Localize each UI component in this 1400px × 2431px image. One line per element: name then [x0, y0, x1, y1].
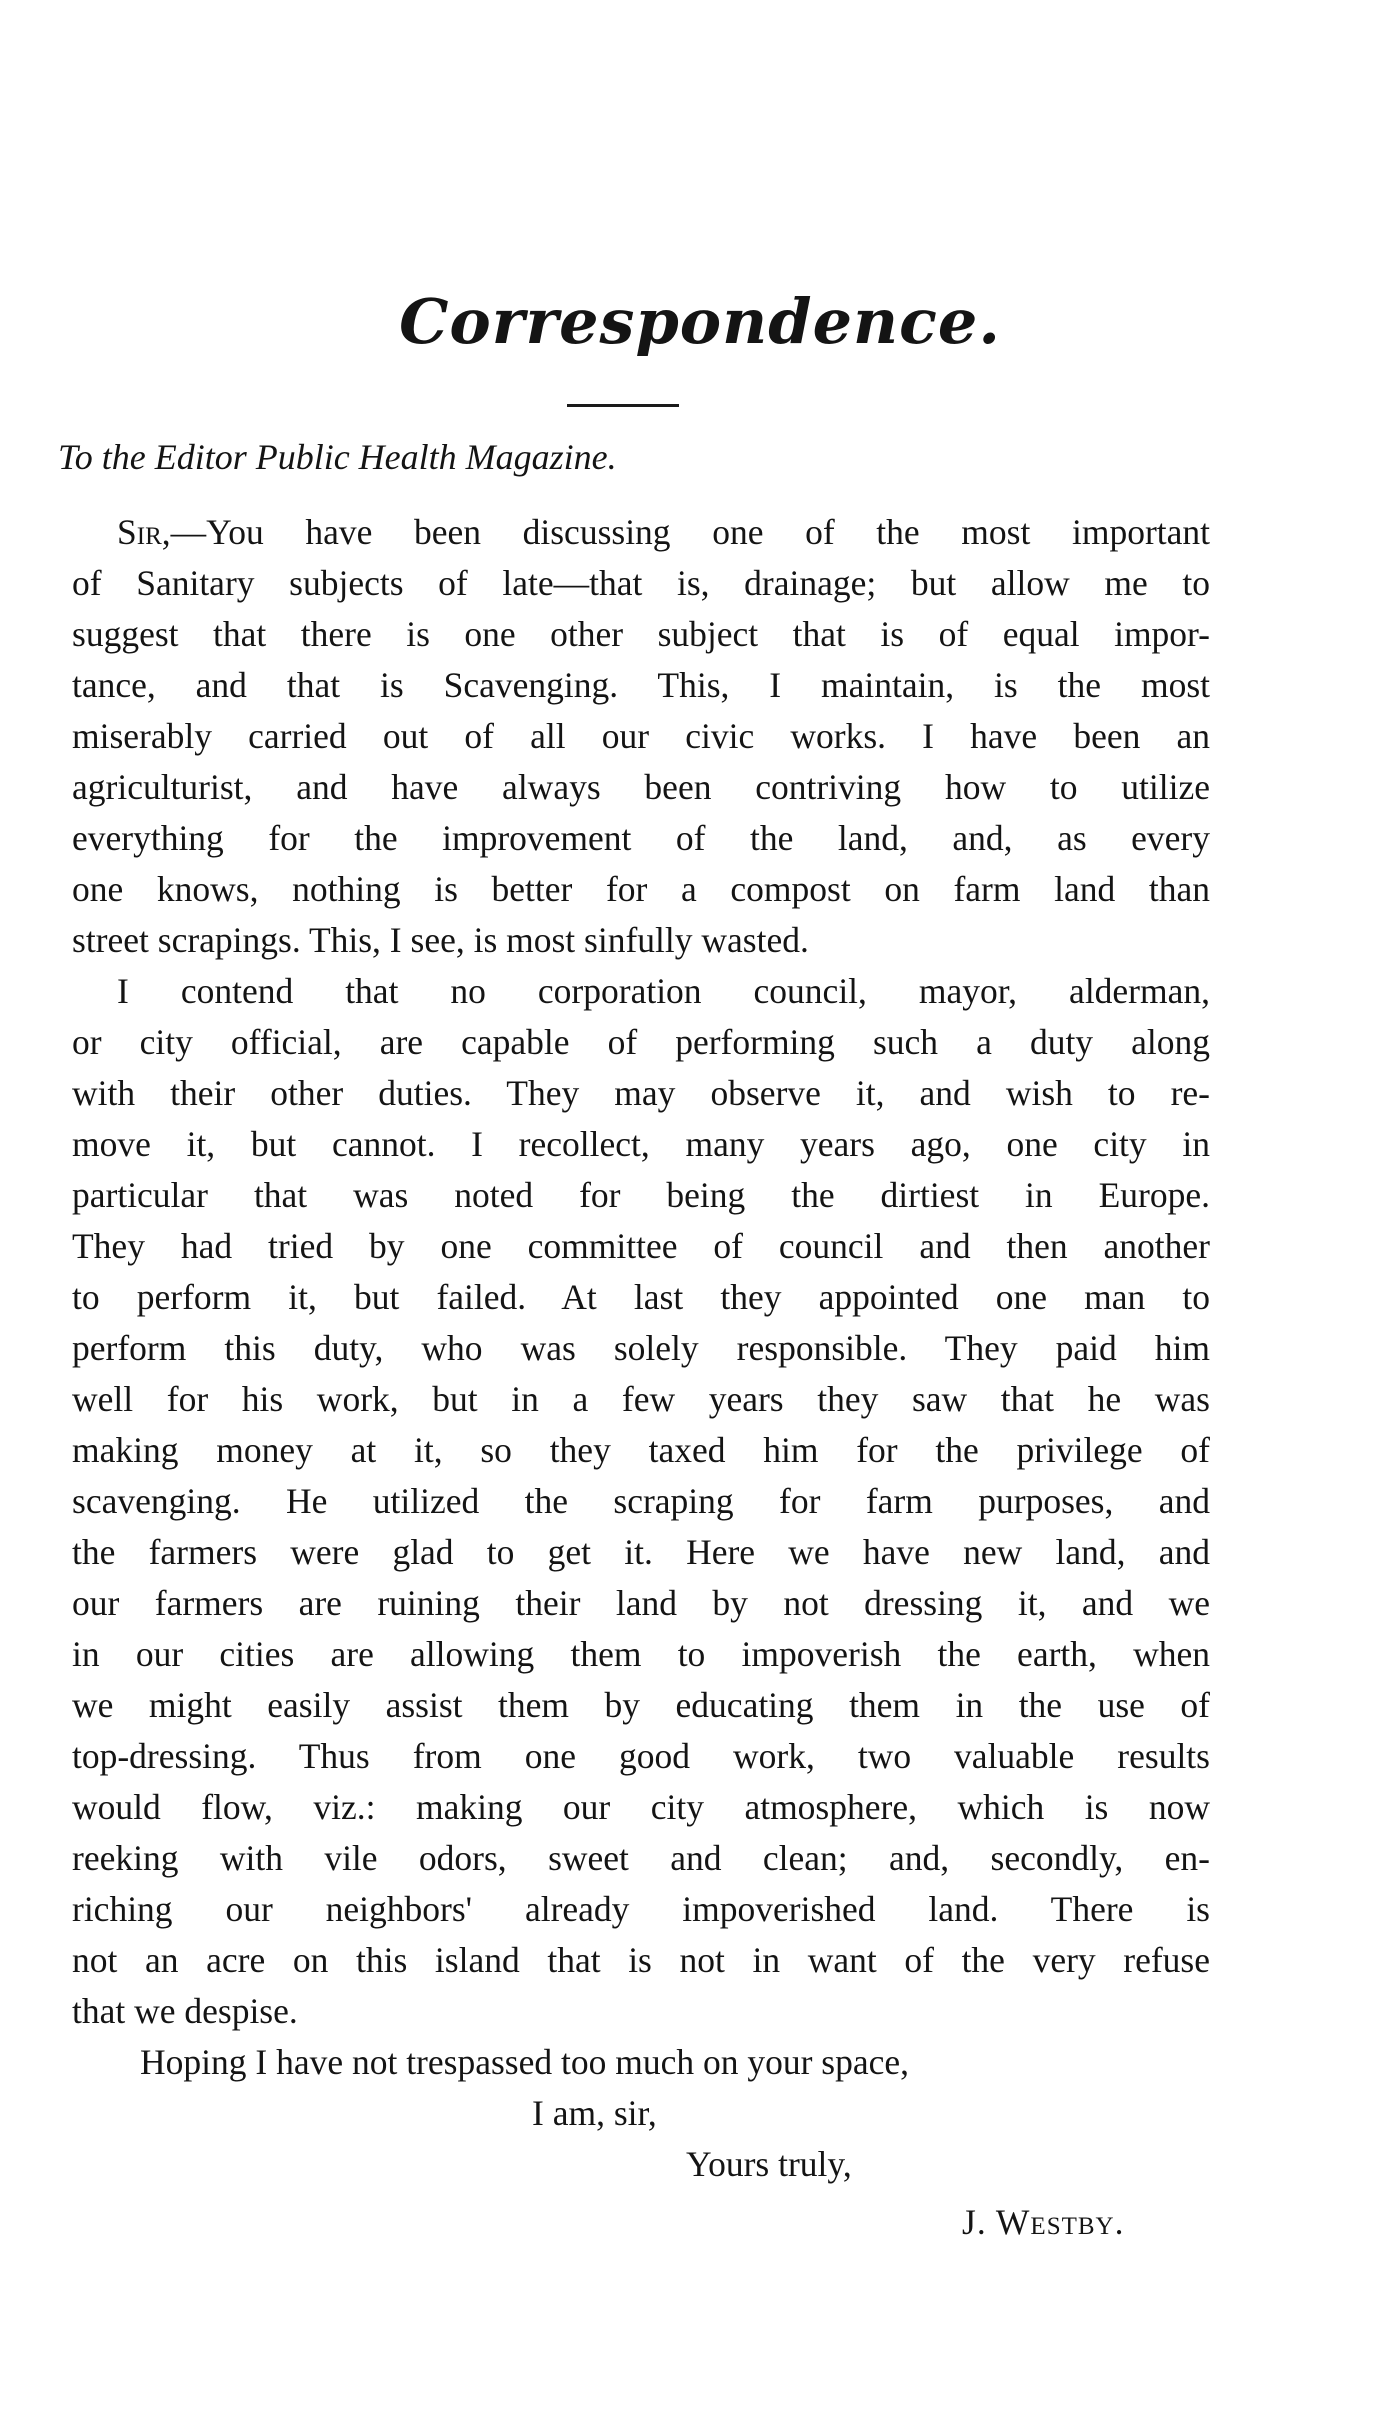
paragraph-1-line-8: one knows, nothing is better for a compost on farm land than [72, 869, 1210, 909]
paragraph-1-line-5: miserably carried out of all our civic works. I have been an [72, 716, 1210, 756]
paragraph-2-line-3: with their other duties. They may observe it, and wish to re- [72, 1073, 1210, 1113]
signature: J. Westby. [962, 2202, 1125, 2242]
paragraph-2-line-1: I contend that no corporation council, mayor, alderman, [117, 971, 1210, 1011]
paragraph-2-line-20: not an acre on this island that is not in want of the very refuse [72, 1940, 1210, 1980]
paragraph-2-line-16: top-dressing. Thus from one good work, two valuable results [72, 1736, 1210, 1776]
paragraph-2-line-17: would flow, viz.: making our city atmosphere, which is now [72, 1787, 1210, 1827]
closing-hoping: Hoping I have not trespassed too much on your space, [140, 2042, 909, 2082]
paragraph-2-line-9: well for his work, but in a few years they saw that he was [72, 1379, 1210, 1419]
page-title: Correspondence. [399, 285, 1001, 358]
paragraph-1-line-4: tance, and that is Scavenging. This, I maintain, is the most [72, 665, 1210, 705]
letter-address: To the Editor Public Health Magazine. [58, 437, 617, 477]
paragraph-1-line-2: of Sanitary subjects of late—that is, drainage; but allow me to [72, 563, 1210, 603]
paragraph-2-line-12: the farmers were glad to get it. Here we have new land, and [72, 1532, 1210, 1572]
paragraph-2-line-11: scavenging. He utilized the scraping for farm purposes, and [72, 1481, 1210, 1521]
paragraph-1-line-1-text: —You have been discussing one of the most important [170, 512, 1210, 552]
paragraph-1-line-7: everything for the improvement of the land, and, as every [72, 818, 1210, 858]
paragraph-2-line-6: They had tried by one committee of council and then another [72, 1226, 1210, 1266]
paragraph-2-line-8: perform this duty, who was solely responsible. They paid him [72, 1328, 1210, 1368]
closing-yours-truly: Yours truly, [686, 2144, 852, 2184]
paragraph-2-line-14: in our cities are allowing them to impoverish the earth, when [72, 1634, 1210, 1674]
paragraph-2-line-5: particular that was noted for being the dirtiest in Europe. [72, 1175, 1210, 1215]
paragraph-2-line-7: to perform it, but failed. At last they appointed one man to [72, 1277, 1210, 1317]
paragraph-2-line-15: we might easily assist them by educating them in the use of [72, 1685, 1210, 1725]
paragraph-2-line-4: move it, but cannot. I recollect, many years ago, one city in [72, 1124, 1210, 1164]
paragraph-2-line-19: riching our neighbors' already impoverished land. There is [72, 1889, 1210, 1929]
paragraph-1-line-3: suggest that there is one other subject that is of equal impor- [72, 614, 1210, 654]
paragraph-2-line-2: or city official, are capable of performing such a duty along [72, 1022, 1210, 1062]
paragraph-1-line-1 [117, 507, 1210, 557]
paragraph-1-line-6: agriculturist, and have always been contriving how to utilize [72, 767, 1210, 807]
paragraph-2-line-21: that we despise. [72, 1991, 298, 2031]
title-divider [567, 404, 679, 407]
paragraph-2-line-10: making money at it, so they taxed him for the privilege of [72, 1430, 1210, 1470]
salutation: Sir, [117, 512, 171, 552]
paragraph-2-line-13: our farmers are ruining their land by not dressing it, and we [72, 1583, 1210, 1623]
paragraph-2-line-18: reeking with vile odors, sweet and clean; and, secondly, en- [72, 1838, 1210, 1878]
closing-i-am-sir: I am, sir, [532, 2093, 657, 2133]
paragraph-1-line-9: street scrapings. This, I see, is most sinfully wasted. [72, 920, 809, 960]
